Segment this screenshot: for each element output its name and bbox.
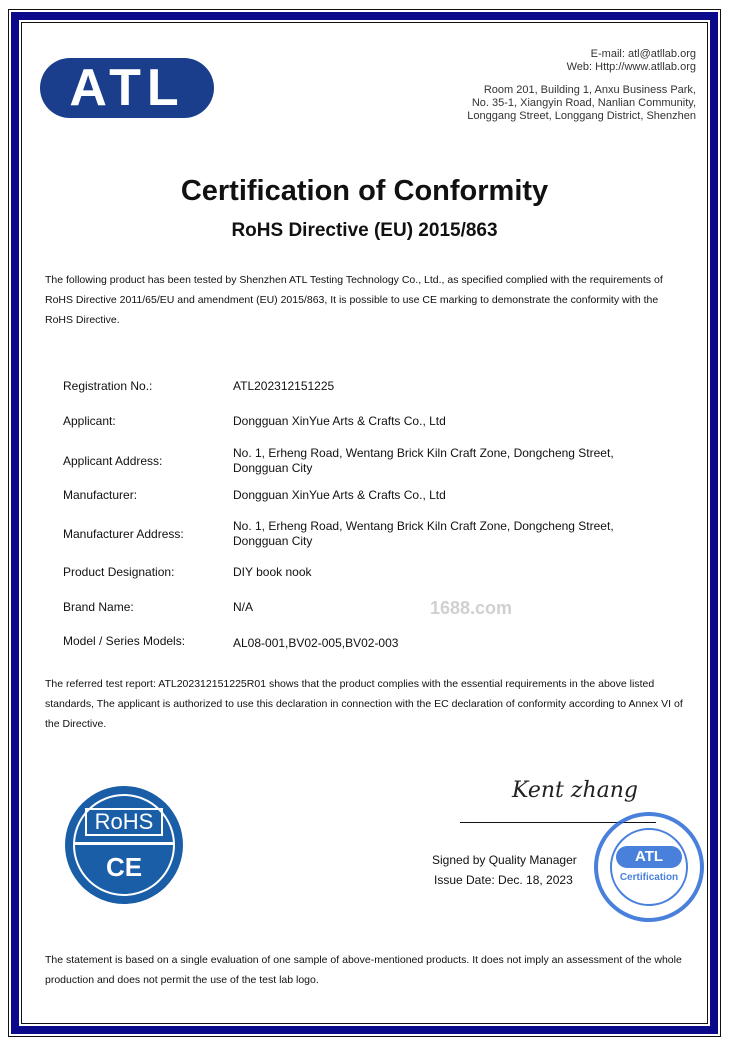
issue-date: Issue Date: Dec. 18, 2023 (434, 873, 573, 887)
field-label: Applicant: (63, 414, 116, 428)
field-value: Dongguan XinYue Arts & Crafts Co., Ltd (233, 488, 446, 502)
statement-paragraph: The statement is based on a single evaluation of one sample of above-mentioned products. It does not imply an assessment of the whole production and does not permit the use of the test lab logo. (45, 954, 682, 986)
signed-block (432, 850, 577, 890)
rohs-text: RoHS (85, 808, 163, 836)
stamp-sub: Certification (619, 872, 679, 883)
field-label: Model / Series Models: (63, 634, 186, 648)
field-value: No. 1, Erheng Road, Wentang Brick Kiln Craft Zone, Dongcheng Street, Dongguan City (233, 519, 614, 548)
signature: Kent zhang (512, 778, 638, 803)
atl-logo: ATL (40, 58, 214, 118)
address-line: Longgang Street, Longgang District, Shenzhen (467, 110, 696, 122)
intro-paragraph: The following product has been tested by Shenzhen ATL Testing Technology Co., Ltd., as specified complied with the requirements of RoHS Directive 2011/65/EU and amendment (EU) 2015/863, It is possible to use CE marking to demonstrate the conformity with the RoHS Directive. (45, 274, 663, 326)
rohs-ce-logo (65, 786, 183, 904)
company-stamp (594, 812, 704, 922)
report-paragraph: The referred test report: ATL202312151225R01 shows that the product complies with the essential requirements in the above listed standards, The applicant is authorized to use this declaration in connection with the EC declaration of conformity according to Annex VI of the Directive. (45, 678, 683, 730)
field-value: AL08-001,BV02-005,BV02-003 (233, 636, 399, 650)
watermark: 1688.com (430, 598, 513, 618)
field-label: Manufacturer Address: (63, 527, 184, 541)
field-value: DIY book nook (233, 565, 312, 579)
page-subtitle: RoHS Directive (EU) 2015/863 (231, 220, 498, 241)
ce-mark: CE (105, 852, 143, 882)
web: Web: Http://www.atllab.org (566, 61, 696, 73)
address-line: Room 201, Building 1, Anxu Business Park, (483, 84, 696, 96)
field-label: Product Designation: (63, 565, 175, 579)
contact-block (467, 48, 696, 123)
field-label: Manufacturer: (63, 488, 138, 502)
stamp-logo: ATL (616, 846, 682, 868)
signed-by: Signed by Quality Manager (432, 853, 577, 867)
field-label: Brand Name: (63, 600, 134, 614)
email: E-mail: atl@atllab.org (590, 48, 696, 60)
page-title: Certification of Conformity (180, 175, 549, 207)
address-line: No. 35-1, Xiangyin Road, Nanlian Community, (471, 97, 696, 109)
field-value: No. 1, Erheng Road, Wentang Brick Kiln Craft Zone, Dongcheng Street, Dongguan City (233, 446, 614, 475)
field-value: N/A (233, 600, 254, 614)
field-label: Registration No.: (63, 379, 153, 393)
field-value: Dongguan XinYue Arts & Crafts Co., Ltd (233, 414, 446, 428)
field-value: ATL202312151225 (233, 379, 335, 393)
field-label: Applicant Address: (63, 454, 163, 468)
